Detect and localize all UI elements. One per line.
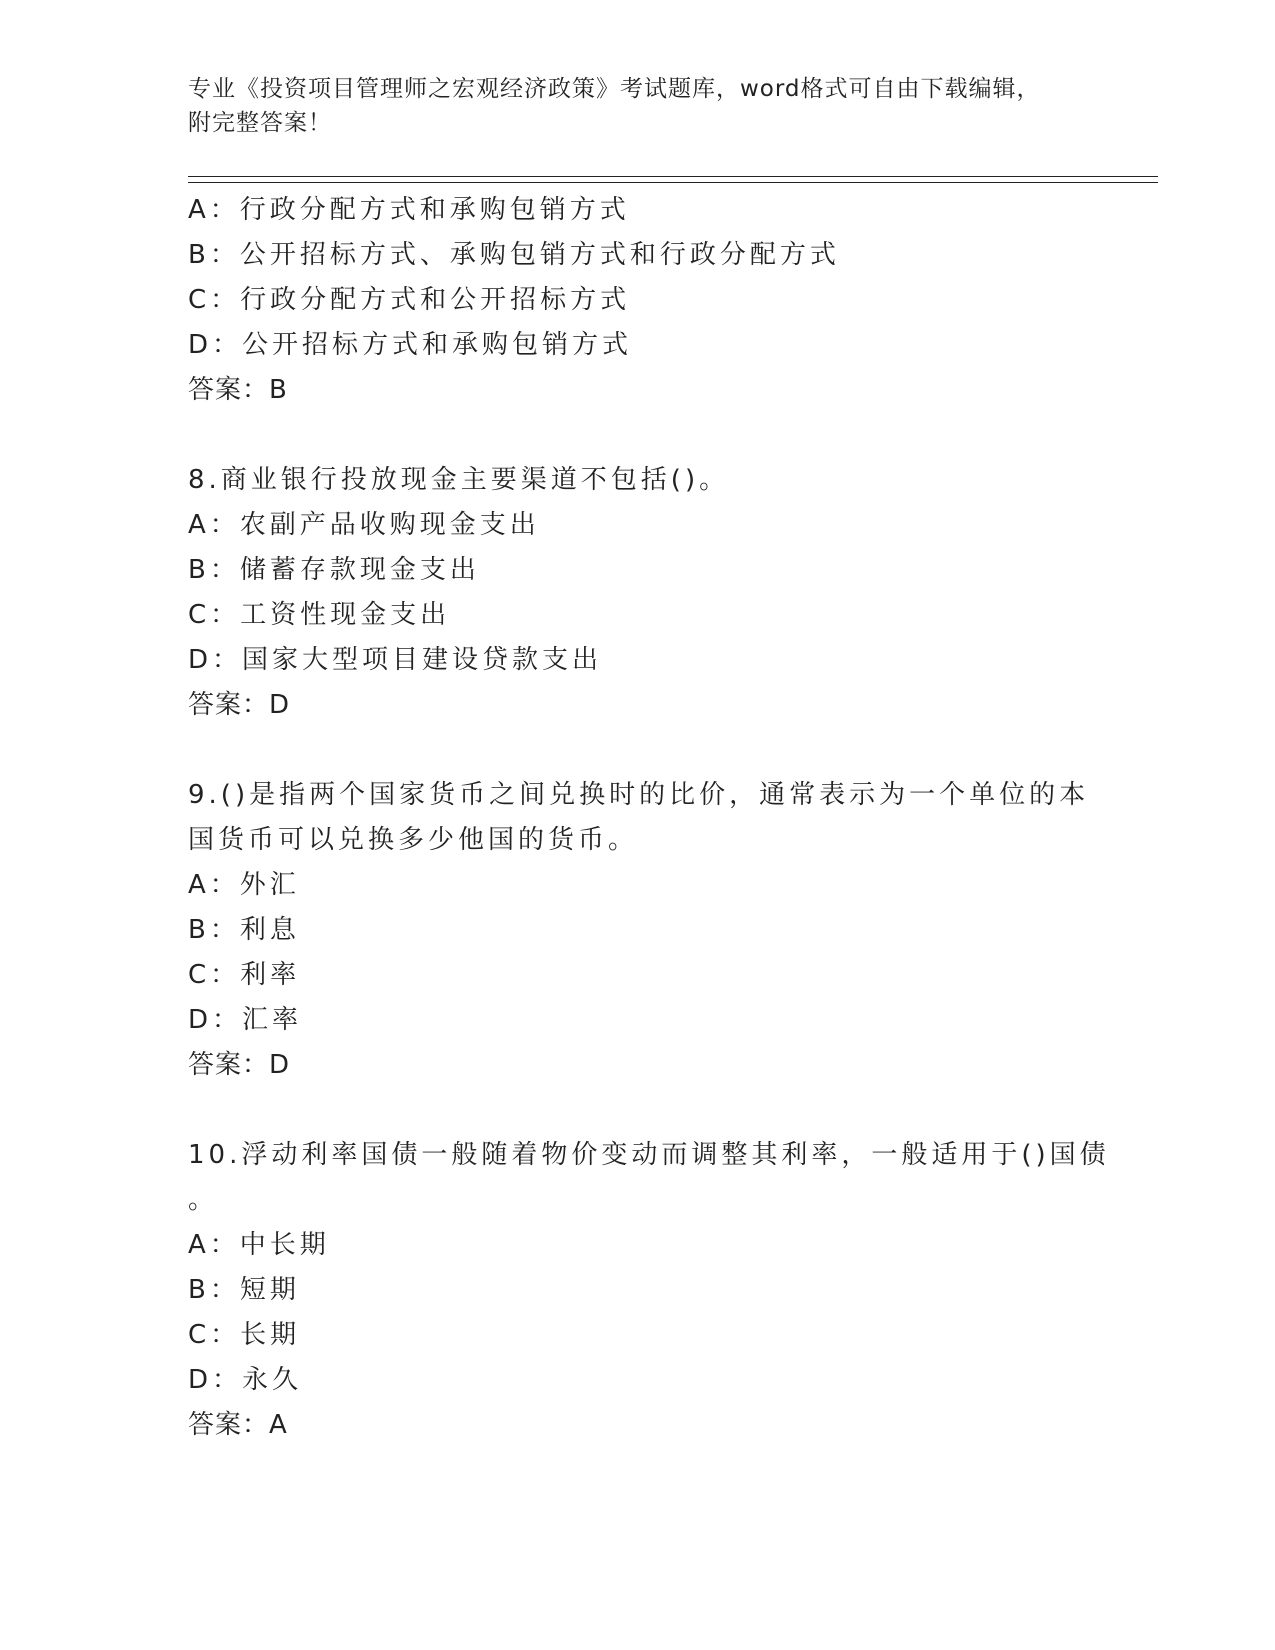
q7-option-c: C：行政分配方式和公开招标方式 bbox=[188, 285, 631, 315]
q8-option-b: B：储蓄存款现金支出 bbox=[188, 555, 480, 585]
q7-option-d: D：公开招标方式和承购包销方式 bbox=[188, 330, 633, 360]
q10-option-d: D：永久 bbox=[188, 1365, 303, 1395]
document-header bbox=[188, 72, 1088, 140]
q8-answer: 答案：D bbox=[188, 690, 291, 720]
q9-option-d: D：汇率 bbox=[188, 1005, 303, 1035]
q8-option-a: A：农副产品收购现金支出 bbox=[188, 510, 540, 540]
q9-stem-line-2: 国货币可以兑换多少他国的货币。 bbox=[188, 825, 639, 855]
q7-answer: 答案：B bbox=[188, 375, 288, 405]
q10-option-c: C：长期 bbox=[188, 1320, 301, 1350]
q8-stem: 8.商业银行投放现金主要渠道不包括()。 bbox=[188, 465, 730, 495]
q10-stem-line-2: 。 bbox=[188, 1185, 219, 1215]
q9-answer: 答案：D bbox=[188, 1050, 291, 1080]
header-line-2: 附完整答案！ bbox=[188, 110, 332, 136]
header-line-1: 专业《投资项目管理师之宏观经济政策》考试题库，word格式可自由下载编辑， bbox=[188, 76, 1041, 102]
q10-answer: 答案：A bbox=[188, 1410, 288, 1440]
q10-option-a: A：中长期 bbox=[188, 1230, 330, 1260]
q10-stem-line-1: 10.浮动利率国债一般随着物价变动而调整其利率，一般适用于()国债 bbox=[188, 1140, 1110, 1170]
q9-stem-line-1: 9.()是指两个国家货币之间兑换时的比价，通常表示为一个单位的本 bbox=[188, 780, 1090, 810]
q8-option-c: C：工资性现金支出 bbox=[188, 600, 451, 630]
q9-option-a: A：外汇 bbox=[188, 870, 300, 900]
header-divider-bottom bbox=[188, 182, 1158, 183]
q7-option-a: A：行政分配方式和承购包销方式 bbox=[188, 195, 630, 225]
q9-option-c: C：利率 bbox=[188, 960, 301, 990]
q9-option-b: B：利息 bbox=[188, 915, 300, 945]
q8-option-d: D：国家大型项目建设贷款支出 bbox=[188, 645, 603, 675]
q7-option-b: B：公开招标方式、承购包销方式和行政分配方式 bbox=[188, 240, 840, 270]
q10-option-b: B：短期 bbox=[188, 1275, 300, 1305]
header-divider-top bbox=[188, 176, 1158, 177]
